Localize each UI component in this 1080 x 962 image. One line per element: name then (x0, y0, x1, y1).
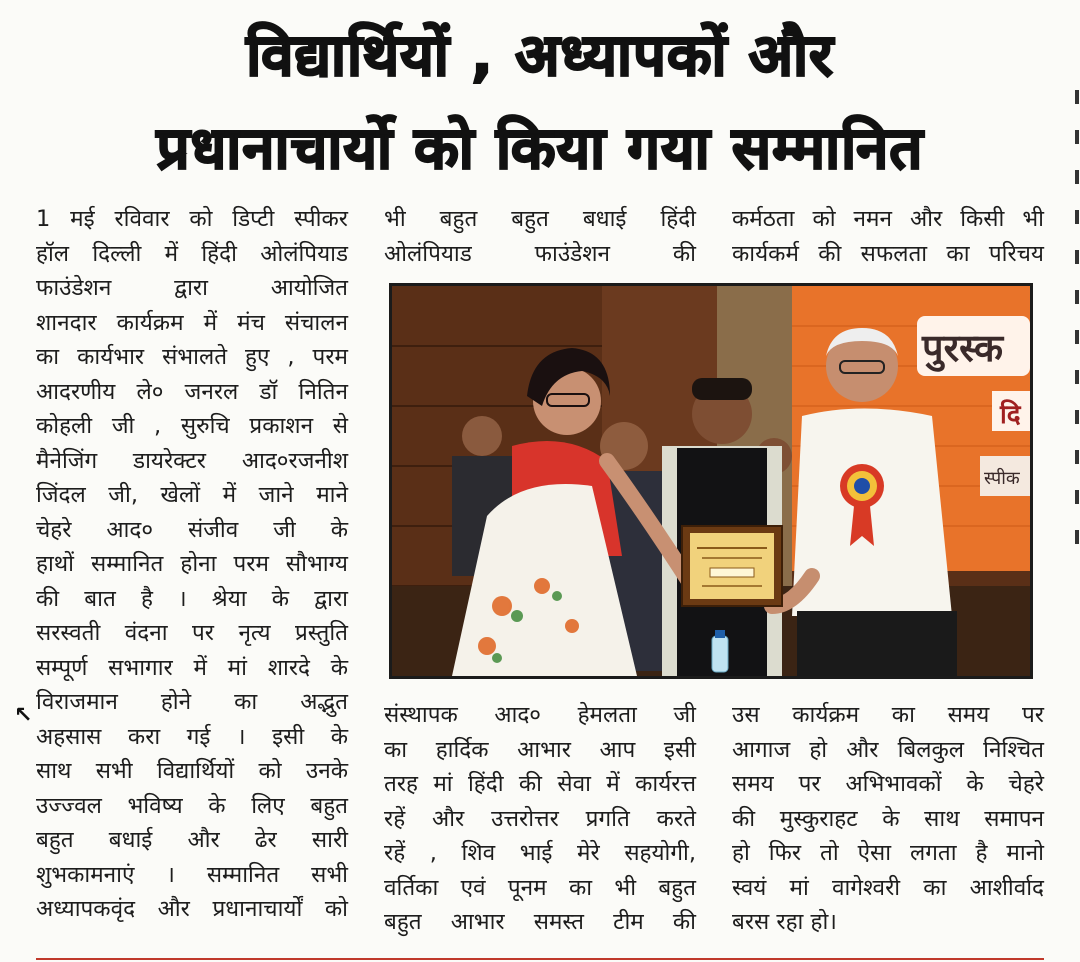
text-line: रहें और उत्तरोत्तर प्रगति करते (384, 805, 696, 832)
banner-sub-2: स्पीक (984, 468, 1020, 489)
text-line: शुभकामनाएं । सम्मानित सभी (36, 861, 348, 888)
text-line: मैनेजिंग डायरेक्टर आद०रजनीश (36, 447, 348, 474)
text-line: जिंदल जी, खेलों में जाने माने (36, 482, 348, 508)
text-line: का हार्दिक आभार आप इसी (384, 736, 696, 763)
text-line: भी बहुत बहुत बधाई हिंदी (384, 206, 696, 232)
margin-mark: ↖ (14, 703, 33, 728)
text-line: 1 मई रविवार को डिप्टी स्पीकर (36, 206, 348, 232)
text-line: की मुस्कुराहट के साथ समापन (732, 805, 1044, 832)
text-line: विराजमान होने का अद्भुत (36, 689, 348, 715)
text-line: समय पर अभिभावकों के चेहरे (732, 771, 1044, 797)
text-line: बहुत आभार समस्त टीम की (384, 909, 696, 935)
text-line: सरस्वती वंदना पर नृत्य प्रस्तुति (36, 620, 348, 646)
text-line: हॉल दिल्ली में हिंदी ओलंपियाड (36, 240, 348, 267)
text-line: बहुत बधाई और ढेर सारी (36, 827, 348, 853)
text-line: साथ सभी विद्यार्थियों को उनके (36, 758, 348, 784)
banner-sub: दि (1000, 400, 1021, 430)
text-line: बरस रहा हो। (732, 909, 837, 935)
text-line: अहसास करा गई । इसी के (36, 723, 348, 750)
headline-line-1: विद्यार्थियों , अध्यापकों और (246, 21, 834, 89)
text-line: रहें , शिव भाई मेरे सहयोगी, (384, 840, 696, 866)
article-column-2-top (384, 202, 696, 271)
page-edge-marks (1074, 90, 1080, 570)
text-line: चेहरे आद० संजीव जी के (36, 516, 348, 543)
headline-line-2: प्रधानाचार्यो को किया गया सम्मानित (156, 114, 924, 182)
text-line: आदरणीय ले० जनरल डॉ नितिन (36, 378, 348, 405)
award-photo (389, 283, 1033, 679)
text-line: वर्तिका एवं पूनम का भी बहुत (384, 874, 696, 901)
text-line: संस्थापक आद० हेमलता जी (384, 702, 696, 728)
article-column-1 (36, 202, 348, 927)
article-column-3-bottom (732, 698, 1044, 940)
text-line: तरह मां हिंदी की सेवा में कार्यरत्त (384, 771, 696, 797)
text-line: का कार्यभार संभालते हुए , परम (36, 344, 348, 370)
article-column-3-top (732, 202, 1044, 271)
text-line: कोहली जी , सुरुचि प्रकाशन से (36, 413, 348, 439)
text-line: अध्यापकवृंद और प्रधानाचार्यों को (36, 896, 348, 922)
text-line: कर्मठता को नमन और किसी भी (732, 206, 1044, 232)
text-line: सम्पूर्ण सभागार में मां शारदे के (36, 654, 348, 681)
text-line: ओलंपियाड फाउंडेशन की (384, 240, 696, 267)
banner-text: पुरस्क (922, 326, 1004, 370)
text-line: फाउंडेशन द्वारा आयोजित (36, 275, 348, 301)
text-line: स्वयं मां वागेश्वरी का आशीर्वाद (732, 874, 1044, 901)
text-line: हो फिर तो ऐसा लगता है मानो (732, 840, 1044, 866)
text-line: शानदार कार्यक्रम में मंच संचालन (36, 309, 348, 336)
text-line: उस कार्यक्रम का समय पर (732, 702, 1044, 728)
text-line: हाथों सम्मानित होना परम सौभाग्य (36, 551, 348, 577)
text-line: आगाज हो और बिलकुल निश्चित (732, 736, 1044, 763)
bottom-rule (36, 958, 1044, 960)
article-column-2-bottom (384, 698, 696, 940)
text-line: उज्ज्वल भविष्य के लिए बहुत (36, 792, 348, 819)
text-line: कार्यकर्म की सफलता का परिचय (732, 240, 1044, 267)
text-line: की बात है । श्रेया के द्वारा (36, 585, 348, 612)
